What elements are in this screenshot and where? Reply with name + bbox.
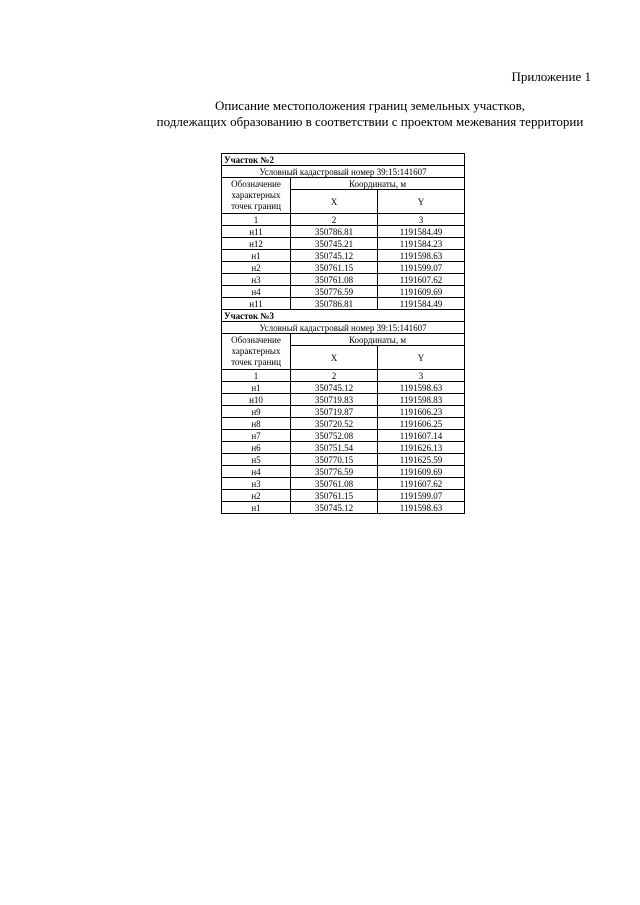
title-line-1: Описание местоположения границ земельных участков, bbox=[215, 98, 525, 113]
plot-title-row bbox=[222, 310, 465, 322]
x-value: 350761.15 bbox=[291, 490, 378, 502]
table-row bbox=[222, 418, 465, 430]
x-header: X bbox=[291, 190, 378, 214]
title-line-2: подлежащих образованию в соответствии с проектом межевания территории bbox=[156, 114, 584, 129]
table-row bbox=[222, 502, 465, 514]
point-name: н4 bbox=[222, 286, 291, 298]
point-name: н6 bbox=[222, 442, 291, 454]
table-row bbox=[222, 286, 465, 298]
header-row bbox=[222, 334, 465, 346]
y-header: Y bbox=[378, 190, 465, 214]
point-name: н11 bbox=[222, 298, 291, 310]
x-value: 350745.12 bbox=[291, 502, 378, 514]
plot-title-row bbox=[222, 154, 465, 166]
y-header: Y bbox=[378, 346, 465, 370]
point-name: н8 bbox=[222, 418, 291, 430]
y-value: 1191584.23 bbox=[378, 238, 465, 250]
cadastral-row bbox=[222, 166, 465, 178]
y-value: 1191606.23 bbox=[378, 406, 465, 418]
plot-title: Участок №2 bbox=[222, 154, 465, 166]
table-row bbox=[222, 394, 465, 406]
table-row bbox=[222, 382, 465, 394]
x-value: 350786.81 bbox=[291, 226, 378, 238]
point-name: н3 bbox=[222, 274, 291, 286]
point-name: н4 bbox=[222, 466, 291, 478]
y-value: 1191598.83 bbox=[378, 394, 465, 406]
x-header: X bbox=[291, 346, 378, 370]
table-row bbox=[222, 490, 465, 502]
cadastral-row bbox=[222, 322, 465, 334]
column-number-row bbox=[222, 214, 465, 226]
cadastral-number: Условный кадастровый номер 39:15:141607 bbox=[222, 166, 465, 178]
table-row bbox=[222, 226, 465, 238]
y-value: 1191584.49 bbox=[378, 298, 465, 310]
header-row bbox=[222, 178, 465, 190]
y-value: 1191609.69 bbox=[378, 466, 465, 478]
coordinates-table-body bbox=[222, 154, 465, 514]
y-value: 1191598.63 bbox=[378, 382, 465, 394]
table-row bbox=[222, 478, 465, 490]
table-row bbox=[222, 250, 465, 262]
y-value: 1191599.07 bbox=[378, 490, 465, 502]
point-name: н1 bbox=[222, 382, 291, 394]
table-row bbox=[222, 262, 465, 274]
appendix-label: Приложение 1 bbox=[511, 69, 591, 84]
column-number: 1 bbox=[222, 370, 291, 382]
table-row bbox=[222, 442, 465, 454]
point-name: н11 bbox=[222, 226, 291, 238]
x-value: 350776.59 bbox=[291, 466, 378, 478]
x-value: 350761.15 bbox=[291, 262, 378, 274]
coordinates-table bbox=[221, 153, 465, 514]
y-value: 1191607.62 bbox=[378, 274, 465, 286]
table-row bbox=[222, 298, 465, 310]
column-number: 2 bbox=[291, 370, 378, 382]
x-value: 350745.12 bbox=[291, 382, 378, 394]
y-value: 1191584.49 bbox=[378, 226, 465, 238]
point-name: н12 bbox=[222, 238, 291, 250]
column-number-row bbox=[222, 370, 465, 382]
y-value: 1191625.59 bbox=[378, 454, 465, 466]
y-value: 1191599.07 bbox=[378, 262, 465, 274]
y-value: 1191607.62 bbox=[378, 478, 465, 490]
table-row bbox=[222, 406, 465, 418]
y-value: 1191607.14 bbox=[378, 430, 465, 442]
point-name: н2 bbox=[222, 490, 291, 502]
point-name: н10 bbox=[222, 394, 291, 406]
y-value: 1191626.13 bbox=[378, 442, 465, 454]
column-number: 3 bbox=[378, 370, 465, 382]
column-number: 1 bbox=[222, 214, 291, 226]
y-value: 1191598.63 bbox=[378, 250, 465, 262]
x-value: 350761.08 bbox=[291, 478, 378, 490]
table-row bbox=[222, 466, 465, 478]
coordinates-header: Координаты, м bbox=[291, 334, 465, 346]
cadastral-number: Условный кадастровый номер 39:15:141607 bbox=[222, 322, 465, 334]
x-value: 350770.15 bbox=[291, 454, 378, 466]
y-value: 1191606.25 bbox=[378, 418, 465, 430]
table-row bbox=[222, 454, 465, 466]
column-number: 2 bbox=[291, 214, 378, 226]
x-value: 350720.52 bbox=[291, 418, 378, 430]
x-value: 350719.83 bbox=[291, 394, 378, 406]
column-number: 3 bbox=[378, 214, 465, 226]
table-row bbox=[222, 274, 465, 286]
y-value: 1191609.69 bbox=[378, 286, 465, 298]
x-value: 350719.87 bbox=[291, 406, 378, 418]
point-name: н1 bbox=[222, 502, 291, 514]
point-name: н7 bbox=[222, 430, 291, 442]
x-value: 350751.54 bbox=[291, 442, 378, 454]
point-name: н1 bbox=[222, 250, 291, 262]
coordinates-header: Координаты, м bbox=[291, 178, 465, 190]
x-value: 350786.81 bbox=[291, 298, 378, 310]
y-value: 1191598.63 bbox=[378, 502, 465, 514]
document-title bbox=[70, 98, 640, 130]
table-row bbox=[222, 238, 465, 250]
x-value: 350752.08 bbox=[291, 430, 378, 442]
table-row bbox=[222, 430, 465, 442]
x-value: 350761.08 bbox=[291, 274, 378, 286]
point-name: н5 bbox=[222, 454, 291, 466]
x-value: 350776.59 bbox=[291, 286, 378, 298]
x-value: 350745.12 bbox=[291, 250, 378, 262]
point-name: н3 bbox=[222, 478, 291, 490]
point-name: н2 bbox=[222, 262, 291, 274]
designation-header: Обозначение характерных точек границ bbox=[222, 178, 291, 214]
x-value: 350745.21 bbox=[291, 238, 378, 250]
designation-header: Обозначение характерных точек границ bbox=[222, 334, 291, 370]
plot-title: Участок №3 bbox=[222, 310, 465, 322]
point-name: н9 bbox=[222, 406, 291, 418]
